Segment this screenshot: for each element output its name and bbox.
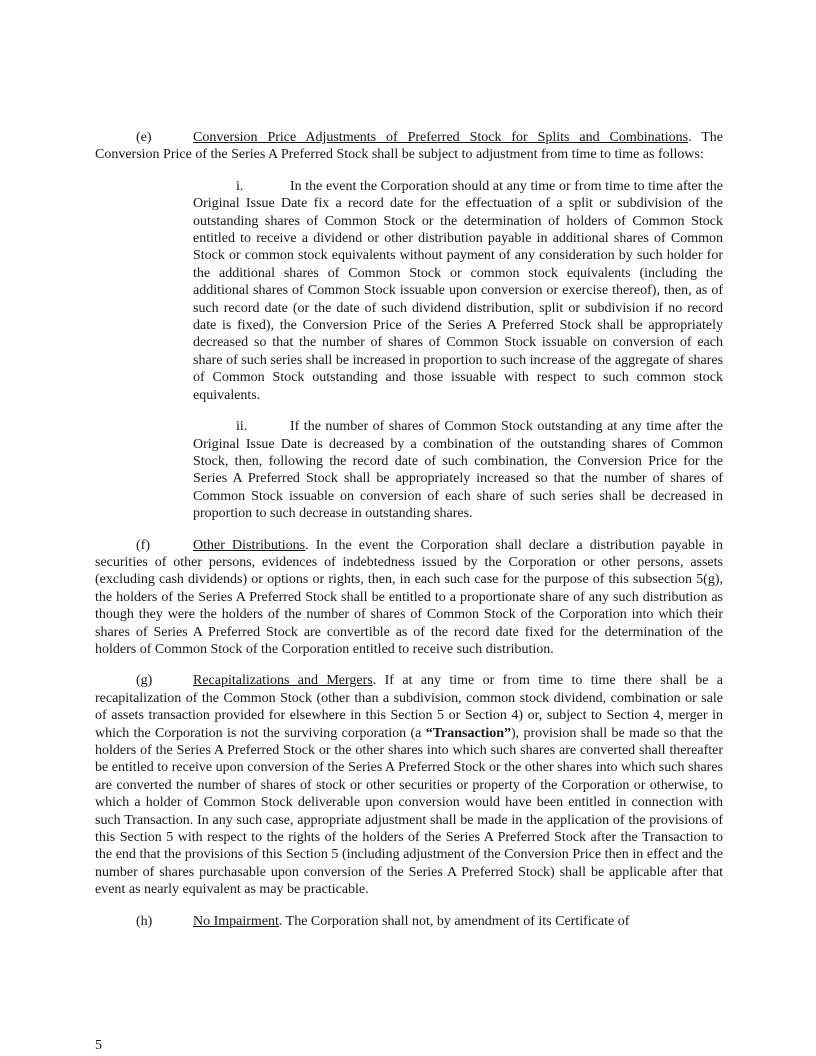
para-ii-body: If the number of shares of Common Stock outstanding at any time after the Original Issue Date is decreased by a combination of the outstanding shares of Common Stock, then, following the record date of such combination, the Conversion Price for the Series A Preferred Stock shall be appropriately increased so that the number of shares of Common Stock issuable on conversion of each share of such series shall be decreased in proportion to such decrease in outstanding shares. [193,419,723,522]
para-ii-label: ii. [236,419,248,435]
para-g-defined-term: “Transaction” [425,725,512,741]
para-e-body: . The Conversion Price of the Series A Preferred Stock shall be subject to adjustment from time to time as follows: [95,130,724,163]
para-g-body-1: . If at any time or from time to time there shall be a recapitalization of the Common Stock (other than a subdivision, common stock dividend, combination or sale of assets transaction provided for elsewhere in this Section 5 or Section 4) or, subject to Section 4, merger in which the Corporation is not the surviving corporation (a [95,673,723,741]
paragraph-e [95,129,723,164]
paragraph-g [95,672,723,898]
subparagraph-ii [193,418,723,522]
para-i-body: In the event the Corporation should at any time or from time to time after the Original Issue Date fix a record date for the effectuation of a split or subdivision of the outstanding shares of Common Stock or the determination of holders of Common Stock entitled to receive a dividend or other distribution payable in additional shares of Common Stock or common stock equivalents without payment of any consideration by such holder for the additional shares of Common Stock or common stock equivalents (including the additional shares of Common Stock issuable upon conversion or exercise thereof), then, as of such record date (or the date of such dividend distribution, split or subdivision if no record date is fixed), the Conversion Price of the Series A Preferred Stock shall be appropriately decreased so that the number of shares of Common Stock issuable on conversion of each share of such series shall be increased in proportion to such increase of the aggregate of shares of Common Stock outstanding and those issuable with respect to such common stock equivalents. [193,178,723,403]
para-f-heading: Other Distributions [193,537,306,553]
para-e-label: (e) [136,130,152,145]
subparagraph-i [193,178,723,404]
para-h-label: (h) [136,913,153,929]
para-e-heading: Conversion Price Adjustments of Preferred Stock for Splits and Combinations [193,130,689,145]
para-g-heading: Recapitalizations and Mergers [193,673,373,689]
para-g-body-2: ), provision shall be made so that the holders of the Series A Preferred Stock or the other shares into which such shares are converted shall thereafter be entitled to receive upon conversion of the Series A Preferred Stock or the other shares into which such shares are converted the number of shares of stock or other securities or property of the Corporation or otherwise, to which a holder of Common Stock deliverable upon conversion would have been entitled in connection with such Transaction. In any such case, appropriate adjustment shall be made in the application of the provisions of this Section 5 with respect to the rights of the holders of the Series A Preferred Stock after the Transaction to the end that the provisions of this Section 5 (including adjustment of the Conversion Price then in effect and the number of shares purchasable upon conversion of the Series A Preferred Stock) shall be applicable after that event as nearly equivalent as may be practicable. [95,725,723,898]
para-h-heading: No Impairment [193,913,279,929]
para-f-label: (f) [136,537,150,553]
page-number: 5 [95,1038,102,1053]
paragraph-h [95,913,723,930]
paragraph-f [95,537,723,659]
para-f-body: . In the event the Corporation shall declare a distribution payable in securities of other persons, evidences of indebtedness issued by the Corporation or other persons, assets (excluding cash dividends) or options or rights, then, in each such case for the purpose of this subsection 5(g), the holders of the Series A Preferred Stock shall be entitled to a proportionate share of any such distribution as though they were the holders of the number of shares of Common Stock of the Corporation into which their shares of Series A Preferred Stock are convertible as of the record date fixed for the determination of the holders of Common Stock of the Corporation entitled to receive such distribution. [95,537,723,657]
document-body [95,129,723,944]
para-g-label: (g) [136,673,153,689]
para-i-label: i. [236,178,244,194]
para-h-body: . The Corporation shall not, by amendment of its Certificate of [278,913,630,929]
